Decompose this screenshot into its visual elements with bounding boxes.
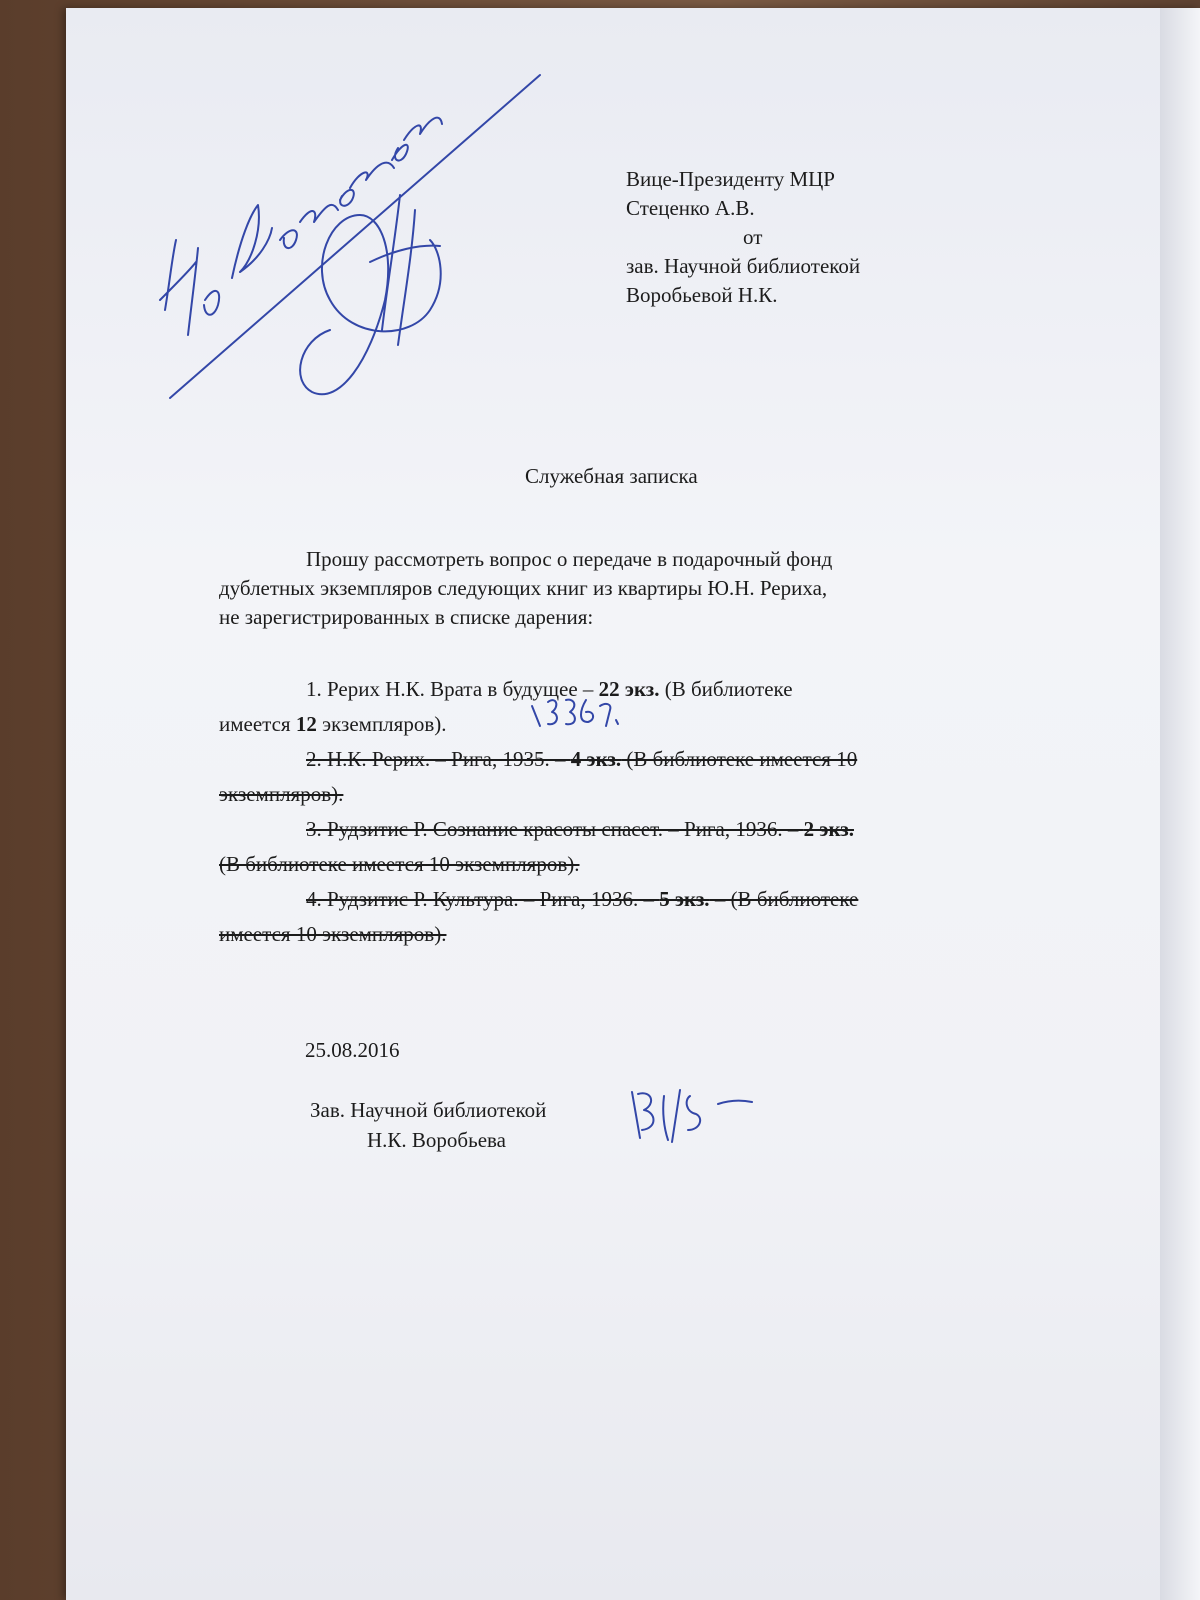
addressee-line-2: Стеценко А.В. [626, 196, 755, 220]
document-title: Служебная записка [525, 464, 698, 488]
paper-edge [1160, 8, 1200, 1600]
list-item-struck: 2. Н.К. Рерих. – Рига, 1935. – 4 экз. (В библиотеке имеется 10 [306, 747, 858, 771]
request-line-3: не зарегистрированных в списке дарения: [219, 605, 594, 629]
list-item-continuation-struck: имеется 10 экземпляров). [219, 922, 447, 946]
signature-block [310, 1096, 546, 1156]
document-date: 25.08.2016 [305, 1038, 400, 1062]
book-list [219, 675, 858, 955]
list-item-struck: 3. Рудзитис Р. Сознание красоты спасет. – Рига, 1936. – 2 экз. [306, 817, 854, 841]
list-item-continuation-struck: (В библиотеке имеется 10 экземпляров). [219, 852, 580, 876]
addressee-line-1: Вице-Президенту МЦР [626, 167, 835, 191]
request-paragraph [219, 545, 832, 632]
sender-name: Воробьевой Н.К. [626, 283, 778, 307]
request-line-2: дублетных экземпляров следующих книг из квартиры Ю.Н. Рериха, [219, 576, 828, 600]
list-item-continuation: имеется 12 экземпляров). [219, 712, 447, 736]
request-line-1: Прошу рассмотреть вопрос о передаче в подарочный фонд [306, 547, 833, 571]
signatory-name: Н.К. Воробьева [367, 1128, 506, 1152]
sender-position: зав. Научной библиотекой [626, 254, 861, 278]
list-item: 1. Рерих Н.К. Врата в будущее – 22 экз. (В библиотеке [306, 677, 793, 701]
addressee-line-from: от [743, 225, 763, 249]
list-item-continuation-struck: экземпляров). [219, 782, 344, 806]
signatory-position: Зав. Научной библиотекой [310, 1098, 547, 1122]
list-item-struck: 4. Рудзитис Р. Культура. – Рига, 1936. – 5 экз. – (В библиотеке [306, 887, 859, 911]
addressee-block [626, 165, 860, 310]
